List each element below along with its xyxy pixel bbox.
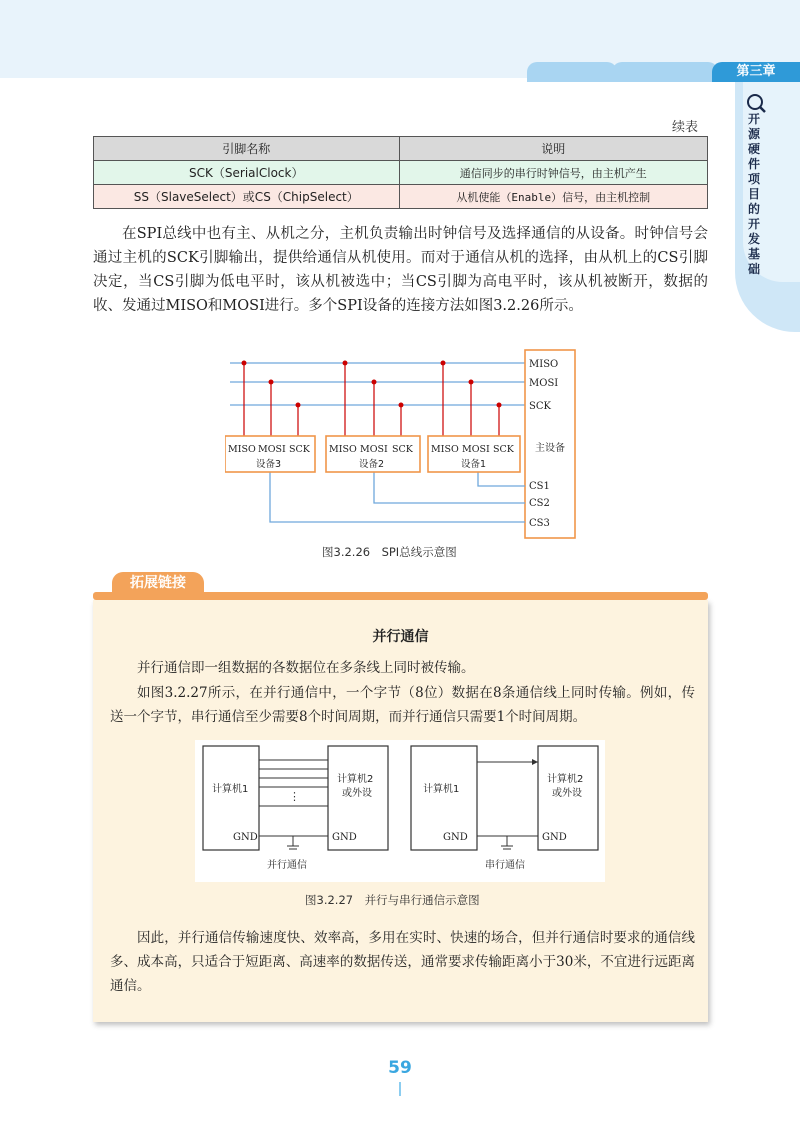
extension-paragraph-3: 因此，并行通信传输速度快、效率高，多用在实时、快速的场合，但并行通信时要求的通信线多、成本高，只适合于短距离、高速率的数据传送，通常要求传输距离小于30米，不宜进行远距离通信。 [110,930,695,994]
chapter-tab: 第三章 [712,62,800,82]
parallel-label: 并行通信 [267,860,307,871]
svg-text:MOSI: MOSI [258,444,286,455]
header-tab-decoration [527,62,617,82]
table-header-cell: 引脚名称 [94,137,400,161]
svg-text:MISO: MISO [431,444,459,455]
table-row [94,185,708,209]
extension-paragraph-2: 如图3.2.27所示，在并行通信中，一个字节（8位）数据在8条通信线上同时传输。例如，传送一个字节，串行通信至少需要8个时间周期，而并行通信只需要1个时间周期。 [110,685,695,725]
svg-text:GND: GND [332,832,357,843]
cs-label-1: CS1 [529,481,550,492]
bus-label-miso: MISO [529,359,559,370]
spi-bus-diagram [225,348,585,540]
table-cell: SCK（SerialClock） [94,161,400,185]
svg-text:GND: GND [233,832,258,843]
extension-tag: 拓展链接 [112,572,204,594]
pin-table [93,136,708,209]
device-3 [225,361,315,473]
cs-label-3: CS3 [529,518,550,529]
svg-text:MOSI: MOSI [462,444,490,455]
svg-text:计算机2: 计算机2 [337,774,374,785]
cs-line-2 [374,472,525,503]
header-tab-decoration [612,62,718,82]
page-number: 59 [388,1058,412,1078]
magnifier-icon [745,92,767,114]
svg-text:计算机1: 计算机1 [423,784,460,795]
device-label: 设备2 [359,459,385,470]
bus-label-sck: SCK [529,401,551,412]
table-cell: 通信同步的串行时钟信号，由主机产生 [399,161,707,185]
parallel-diagram [203,746,388,871]
cs-label-2: CS2 [529,498,550,509]
svg-text:或外设: 或外设 [552,788,582,799]
device-label: 设备1 [461,459,487,470]
svg-text:计算机1: 计算机1 [212,784,249,795]
cs-line-3 [270,472,525,522]
svg-text:计算机2: 计算机2 [547,774,584,785]
bus-label-mosi: MOSI [529,378,559,389]
svg-text:MOSI: MOSI [360,444,388,455]
svg-text:GND: GND [443,832,468,843]
figure-caption-3-2-26: 图3.2.26 SPI总线示意图 [322,545,457,559]
table-header-row [94,137,708,161]
svg-text:SCK: SCK [493,444,514,455]
master-label: 主设备 [535,443,565,454]
table-header-cell: 说明 [399,137,707,161]
svg-text:SCK: SCK [392,444,413,455]
table-cell: 从机使能（Enable）信号，由主机控制 [399,185,707,209]
page-number-tick [399,1082,401,1096]
extension-title: 并行通信 [372,629,429,645]
device-1 [428,361,520,473]
device-2 [326,361,420,473]
table-continued-label: 续表 [672,120,699,135]
svg-text:或外设: 或外设 [342,788,372,799]
svg-text:SCK: SCK [289,444,310,455]
side-chapter-title: 开源硬件项目的开发基础 [748,112,761,276]
table-cell: SS（SlaveSelect）或CS（ChipSelect） [94,185,400,209]
svg-text:MISO: MISO [228,444,256,455]
body-paragraph: 在SPI总线中也有主、从机之分，主机负责输出时钟信号及选择通信的从设备。时钟信号会通过主机的SCK引脚输出，提供给通信从机使用。而对于通信从机的选择，由从机上的CS引脚决定，当CS引脚为低电平时，该从机被选中；当CS引脚为高电平时，该从机被断开，数据的收、发通过MISO和MOSI进行。多个SPI设备的连接方法如图3.2.26所示。 [93,226,708,314]
device-label: 设备3 [256,459,282,470]
table-row [94,161,708,185]
cs-line-1 [478,472,525,486]
serial-label: 串行通信 [485,860,525,871]
ellipsis-dots: ⋮ [289,790,300,803]
serial-diagram [411,746,598,871]
parallel-serial-diagram [195,740,605,882]
figure-caption-3-2-27: 图3.2.27 并行与串行通信示意图 [305,893,480,907]
svg-text:GND: GND [542,832,567,843]
svg-text:MISO: MISO [329,444,357,455]
extension-paragraph-1: 并行通信即一组数据的各数据位在多条线上同时被传输。 [137,660,475,676]
